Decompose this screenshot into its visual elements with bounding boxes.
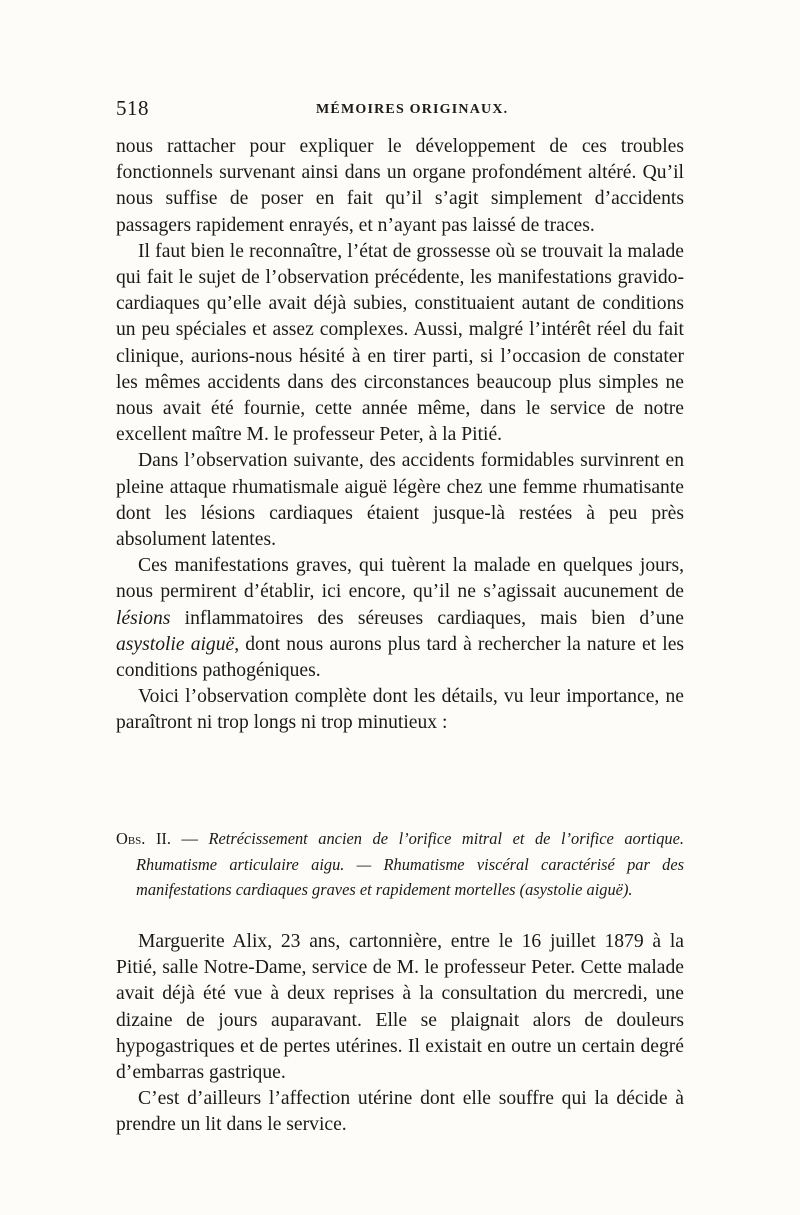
- paragraph-1: nous rattacher pour expliquer le développement de ces troubles fonctionnels survenant ainsi dans un organe profondément altéré. Qu’il nous suffise de poser en fait qu’il s’agit simplement d’accidents passagers rapidement enrayés, et n’ayant pas laissé de traces.: [116, 136, 684, 236]
- paragraph-4-part-a: Ces manifestations graves, qui tuèrent la malade en quelques jours, nous permirent d’établir, ici encore, qu’il ne s’agissait aucunement de: [116, 555, 684, 603]
- paragraph-5: Voici l’observation complète dont les détails, vu leur importance, ne paraîtront ni trop longs ni trop minutieux :: [116, 686, 684, 734]
- paragraph-4-part-b: inflammatoires des séreuses cardiaques, mais bien d’une: [170, 607, 684, 629]
- case-text: [116, 929, 684, 1139]
- emphasis-lesions: lésions: [116, 607, 171, 629]
- paragraph-2: Il faut bien le reconnaître, l’état de grossesse où se trouvait la malade qui fait le sujet de l’observation précédente, les manifestations gravido-cardiaques qu’elle avait déjà subies, constituaient autant de conditions un peu spéciales et assez complexes. Aussi, malgré l’intérêt réel du fait clinique, aurions-nous hésité à en tirer parti, si l’occasion de constater les mêmes accidents dans des circonstances beaucoup plus simples ne nous avait été fournie, cette année même, dans le service de notre excellent maître M. le professeur Peter, à la Pitié.: [116, 240, 684, 446]
- paragraph-4-part-c: , dont nous aurons plus tard à rechercher la nature et les conditions pathogéniques.: [116, 633, 685, 682]
- observation-dash: —: [170, 829, 209, 848]
- case-paragraph-2: C’est d’ailleurs l’affection utérine dont elle souffre qui la décide à prendre un lit dans le service.: [116, 1088, 684, 1136]
- paragraph-3: Dans l’observation suivante, des accidents formidables survinrent en pleine attaque rhumatismale aiguë légère chez une femme rhumatisante dont les lésions cardiaques étaient jusque-là restées à peu près absolument latentes.: [116, 450, 684, 551]
- observation-label: Obs. II.: [116, 829, 171, 848]
- running-head: [116, 96, 684, 126]
- paragraph-4: [116, 553, 684, 684]
- observation-title: Retrécissement ancien de l’orifice mitral et de l’orifice aortique. Rhumatisme articulaire aigu. — Rhumatisme viscéral caractérisé par des manifestations cardiaques graves et rapidement mortelles (asystolie aiguë).: [136, 829, 684, 899]
- main-text: [116, 134, 684, 737]
- case-paragraph-1: Marguerite Alix, 23 ans, cartonnière, entre le 16 juillet 1879 à la Pitié, salle Notre-Dame, service de M. le professeur Peter. Cette malade avait déjà été vue à deux reprises à la consultation du mercredi, une dizaine de jours auparavant. Elle se plaignait alors de douleurs hypogastriques et de pertes utérines. Il existait en outre un certain degré d’embarras gastrique.: [116, 931, 684, 1084]
- page-number: 518: [116, 96, 149, 120]
- running-title: MÉMOIRES ORIGINAUX.: [316, 102, 509, 117]
- observation-heading: [116, 826, 684, 903]
- emphasis-asystolie: asystolie aiguë: [116, 633, 235, 655]
